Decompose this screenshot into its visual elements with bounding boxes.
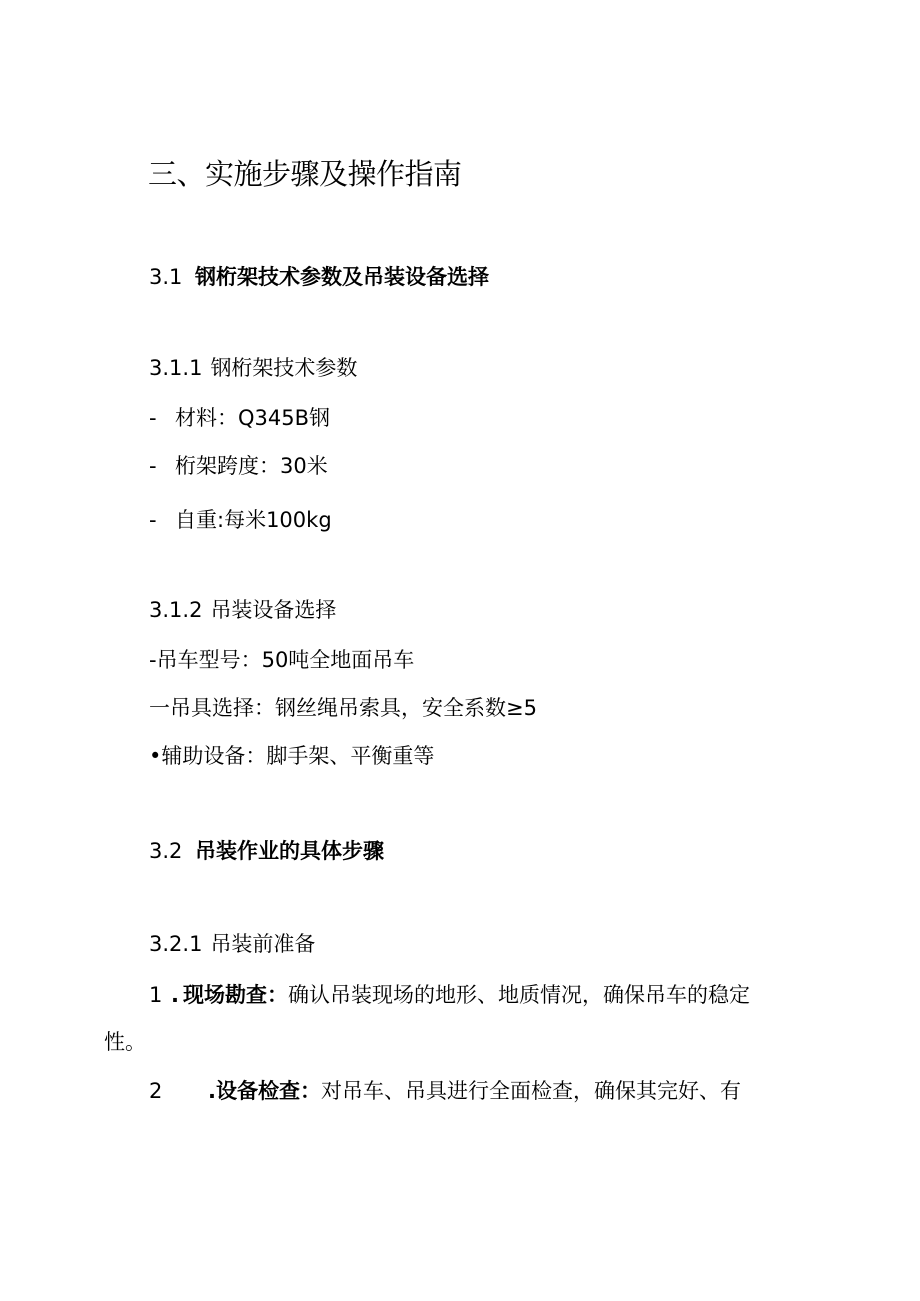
heading-3-2-number: 3.2 [149,839,183,863]
list-marker: - [149,648,157,672]
paragraph-separator: . [171,983,179,1007]
paragraph-number: 2 [149,1079,163,1103]
list-marker: 一 [149,696,170,720]
list-item-text: 吊车型号：50吨全地面吊车 [156,648,415,672]
paragraph-1-line-1 [149,985,750,1006]
list-marker: - [149,406,157,430]
paragraph-text: 确认吊装现场的地形、地质情况，确保吊车的稳定 [287,983,750,1007]
heading-3-1-1-number: 3.1.1 [149,356,203,380]
heading-3-1 [149,267,489,288]
paragraph-number: 1 [149,983,163,1007]
list-item [149,650,414,671]
section-title: 三、实施步骤及操作指南 [148,157,462,191]
heading-3-1-title: 钢桁架技术参数及吊装设备选择 [195,265,489,289]
heading-3-1-2-title: 吊装设备选择 [210,598,337,622]
paragraph-separator: . [208,1079,216,1103]
list-item [149,746,434,767]
list-marker: - [149,454,157,478]
heading-3-1-2 [149,600,336,621]
list-item [149,698,537,719]
list-marker: • [149,744,162,768]
list-item-text: 辅助设备：脚手架、平衡重等 [161,744,435,768]
heading-3-2 [149,841,384,862]
list-item [149,408,330,429]
paragraph-text: 对吊车、吊具进行全面检查，确保其完好、有 [320,1079,741,1103]
heading-3-1-1-title: 钢桁架技术参数 [210,356,358,380]
list-item-text: 材料：Q345B钢 [175,406,331,430]
heading-3-2-1-number: 3.2.1 [149,932,203,956]
heading-3-1-2-number: 3.1.2 [149,598,203,622]
paragraph-text: 性。 [104,1030,146,1054]
paragraph-label: 现场勘查： [182,983,288,1007]
list-item-text: 吊具选择：钢丝绳吊索具，安全系数≥5 [170,696,537,720]
paragraph-1-line-2 [104,1032,146,1053]
heading-3-2-title: 吊装作业的具体步骤 [195,839,384,863]
heading-3-2-1 [149,934,315,955]
paragraph-2-line-1 [149,1081,741,1102]
heading-3-1-1 [149,358,357,379]
list-item [149,456,328,477]
paragraph-label: 设备检查： [215,1079,321,1103]
list-item-text: 自重:每米100kg [175,508,332,532]
list-item-text: 桁架跨度：30米 [175,454,328,478]
heading-3-1-number: 3.1 [149,265,183,289]
heading-3-2-1-title: 吊装前准备 [210,932,316,956]
list-item [149,510,332,531]
list-marker: - [149,508,157,532]
